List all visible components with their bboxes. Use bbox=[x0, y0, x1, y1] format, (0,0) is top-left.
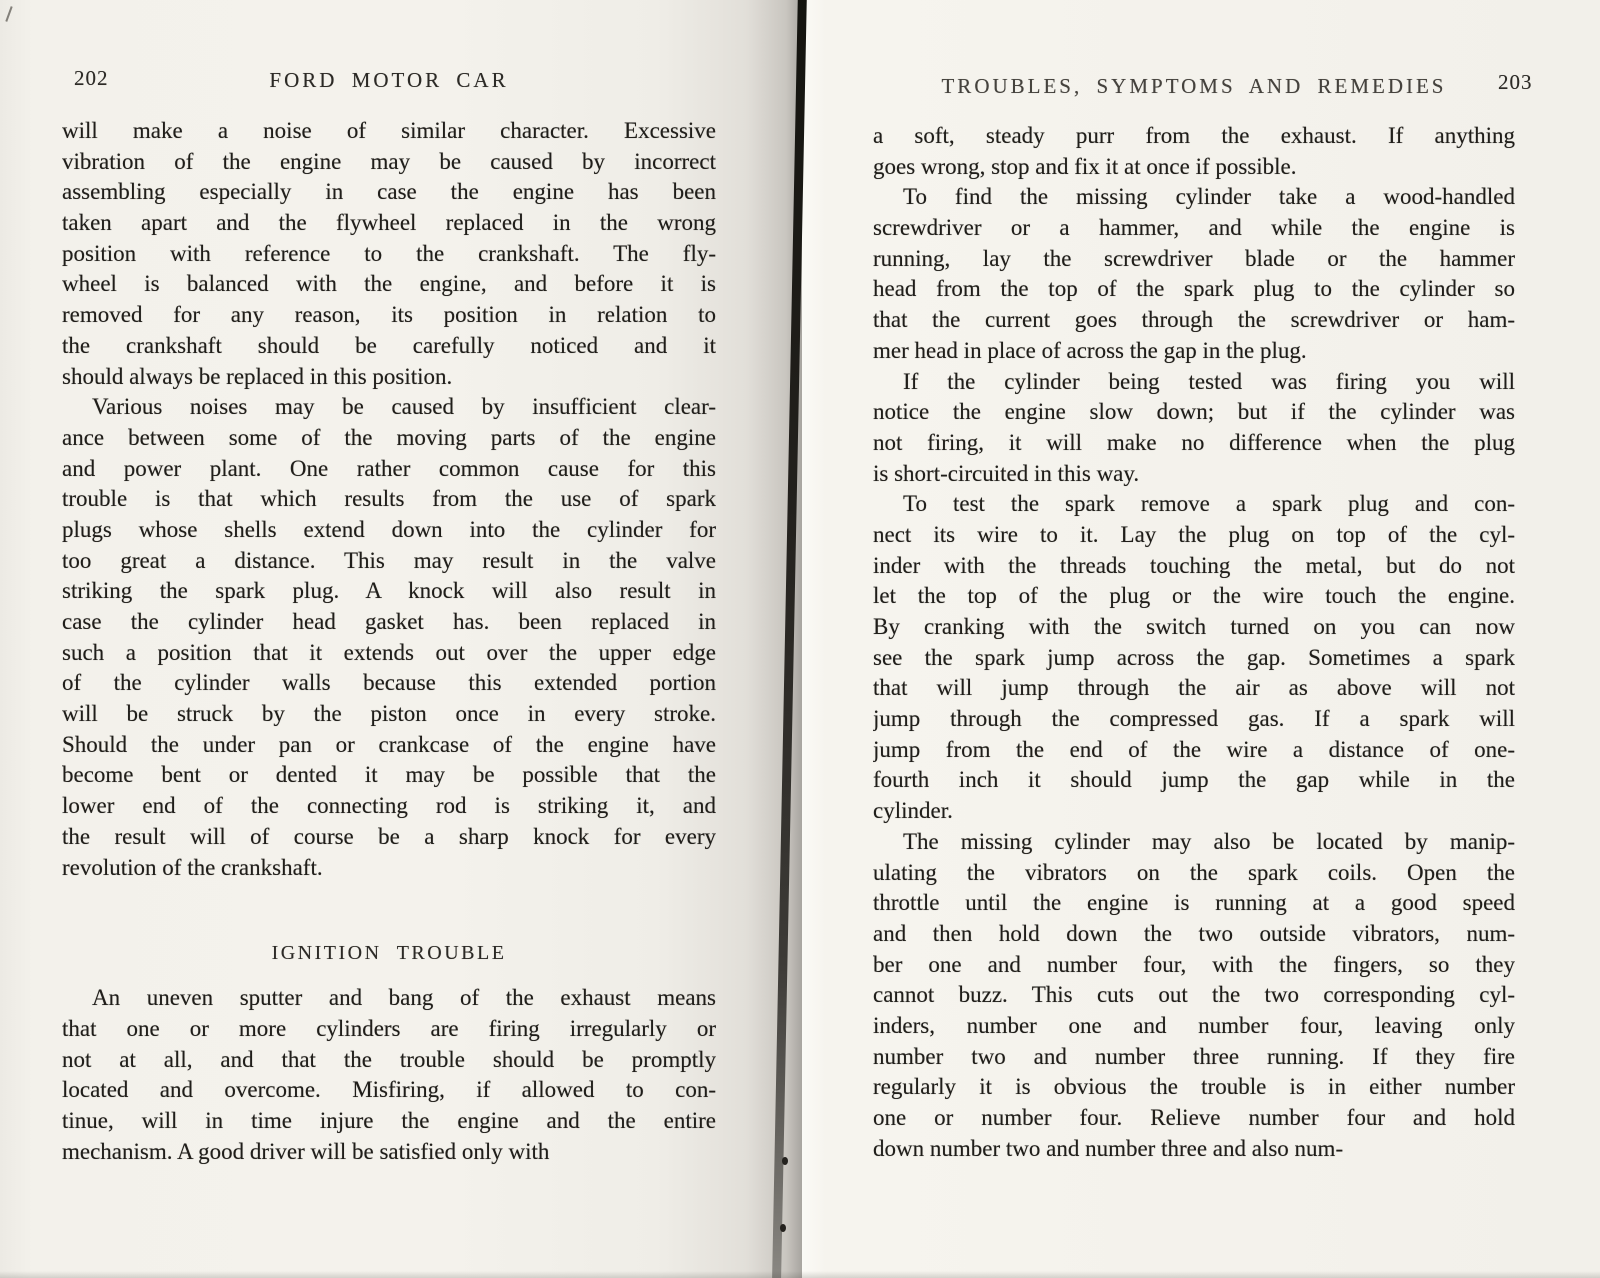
scan-speck bbox=[780, 1224, 786, 1232]
text-line: regularly it is obvious the trouble is in either number bbox=[873, 1074, 1515, 1100]
text-line: lower end of the connecting rod is striking it, and bbox=[62, 793, 716, 819]
scan-speck bbox=[782, 1157, 788, 1165]
text-line: jump from the end of the wire a distance of one- bbox=[873, 736, 1515, 762]
text-line: To test the spark remove a spark plug and con- bbox=[903, 491, 1515, 517]
text-line: To find the missing cylinder take a wood-handled bbox=[903, 184, 1515, 210]
text-line: revolution of the crankshaft. bbox=[62, 854, 323, 880]
text-line: ulating the vibrators on the spark coils. Open the bbox=[873, 859, 1515, 885]
text-line: one or number four. Relieve number four and hold bbox=[873, 1105, 1515, 1130]
text-line: should always be replaced in this position. bbox=[62, 363, 453, 389]
text-line: screwdriver or a hammer, and while the engine is bbox=[873, 215, 1515, 241]
text-line: mer head in place of across the gap in the plug. bbox=[873, 337, 1307, 363]
text-line: inders, number one and number four, leaving only bbox=[873, 1012, 1515, 1038]
scan-bottom-edge bbox=[0, 1271, 1600, 1278]
text-line: not at all, and that the trouble should be promptly bbox=[62, 1046, 716, 1072]
text-line: such a position that it extends out over the upper edge bbox=[62, 639, 716, 665]
text-line: assembling especially in case the engine has been bbox=[62, 179, 716, 205]
section-heading: IGNITION TROUBLE bbox=[271, 942, 507, 965]
text-line: striking the spark plug. A knock will also result in bbox=[62, 578, 716, 604]
right-page-number: 203 bbox=[1498, 70, 1533, 94]
text-line: too great a distance. This may result in the valve bbox=[62, 547, 716, 573]
text-line: cylinder. bbox=[873, 798, 953, 824]
text-line: a soft, steady purr from the exhaust. If anything bbox=[873, 123, 1515, 148]
text-line: fourth inch it should jump the gap while in the bbox=[873, 767, 1515, 793]
right-page-text bbox=[873, 121, 1515, 1181]
text-line: ance between some of the moving parts of the engine bbox=[62, 424, 716, 450]
text-line: become bent or dented it may be possible that the bbox=[62, 762, 716, 788]
text-line: Various noises may be caused by insufficient clear- bbox=[92, 394, 716, 420]
text-line: notice the engine slow down; but if the cylinder was bbox=[873, 399, 1515, 425]
text-line: number two and number three running. If they fire bbox=[873, 1043, 1515, 1069]
text-line: Should the under pan or crankcase of the engine have bbox=[62, 731, 716, 757]
text-line: that will jump through the air as above will not bbox=[873, 675, 1515, 701]
text-line: inder with the threads touching the metal, but do not bbox=[873, 552, 1515, 578]
text-line: not firing, it will make no difference when the plug bbox=[873, 429, 1515, 455]
text-line: will make a noise of similar character. Excessive bbox=[62, 118, 716, 143]
text-line: see the spark jump across the gap. Sometimes a spark bbox=[873, 644, 1515, 670]
text-line: nect its wire to it. Lay the plug on top of the cyl- bbox=[873, 521, 1515, 547]
text-line: located and overcome. Misfiring, if allowed to con- bbox=[62, 1077, 716, 1103]
text-line: down number two and number three and also num- bbox=[873, 1135, 1344, 1161]
text-line: removed for any reason, its position in relation to bbox=[62, 302, 716, 328]
text-line: will be struck by the piston once in every stroke. bbox=[62, 701, 716, 727]
text-line: mechanism. A good driver will be satisfied only with bbox=[62, 1138, 550, 1164]
left-page-number: 202 bbox=[74, 66, 109, 90]
text-line: of the cylinder walls because this extended portion bbox=[62, 670, 716, 696]
text-line: wheel is balanced with the engine, and before it is bbox=[62, 271, 716, 297]
text-line: the result will of course be a sharp knock for every bbox=[62, 823, 716, 849]
text-line: position with reference to the crankshaft. The fly- bbox=[62, 240, 716, 266]
text-line: that the current goes through the screwdriver or ham- bbox=[873, 307, 1515, 333]
text-line: and then hold down the two outside vibrators, num- bbox=[873, 920, 1515, 946]
text-line: head from the top of the spark plug to the cylinder so bbox=[873, 276, 1515, 302]
text-line: An uneven sputter and bang of the exhaust means bbox=[92, 985, 716, 1011]
text-line: The missing cylinder may also be located by manip- bbox=[903, 828, 1515, 854]
text-line: tinue, will in time injure the engine and the entire bbox=[62, 1107, 716, 1133]
text-line: plugs whose shells extend down into the cylinder for bbox=[62, 516, 716, 542]
text-line: goes wrong, stop and fix it at once if possible. bbox=[873, 153, 1297, 179]
text-line: and power plant. One rather common cause for this bbox=[62, 455, 716, 481]
text-line: the crankshaft should be carefully noticed and it bbox=[62, 332, 716, 358]
right-running-title: TROUBLES, SYMPTOMS AND REMEDIES bbox=[941, 74, 1447, 98]
text-line: cannot buzz. This cuts out the two corresponding cyl- bbox=[873, 982, 1515, 1008]
text-line: vibration of the engine may be caused by incorrect bbox=[62, 148, 716, 174]
text-line: trouble is that which results from the use of spark bbox=[62, 486, 716, 512]
left-running-title: FORD MOTOR CAR bbox=[269, 68, 509, 92]
text-line: taken apart and the flywheel replaced in the wrong bbox=[62, 210, 716, 236]
text-line: running, lay the screwdriver blade or the hammer bbox=[873, 245, 1515, 271]
text-line: jump through the compressed gas. If a spark will bbox=[873, 706, 1515, 732]
text-line: is short-circuited in this way. bbox=[873, 460, 1140, 486]
text-line: By cranking with the switch turned on you can now bbox=[873, 614, 1515, 639]
text-line: let the top of the plug or the wire touch the engine. bbox=[873, 583, 1515, 609]
text-line: ber one and number four, with the fingers, so they bbox=[873, 951, 1515, 977]
text-line: If the cylinder being tested was firing you will bbox=[903, 368, 1515, 394]
text-line: that one or more cylinders are firing irregularly or bbox=[62, 1015, 716, 1041]
text-line: throttle until the engine is running at a good speed bbox=[873, 890, 1515, 916]
text-line: case the cylinder head gasket has. been replaced in bbox=[62, 609, 716, 634]
left-page-text bbox=[62, 116, 716, 1176]
